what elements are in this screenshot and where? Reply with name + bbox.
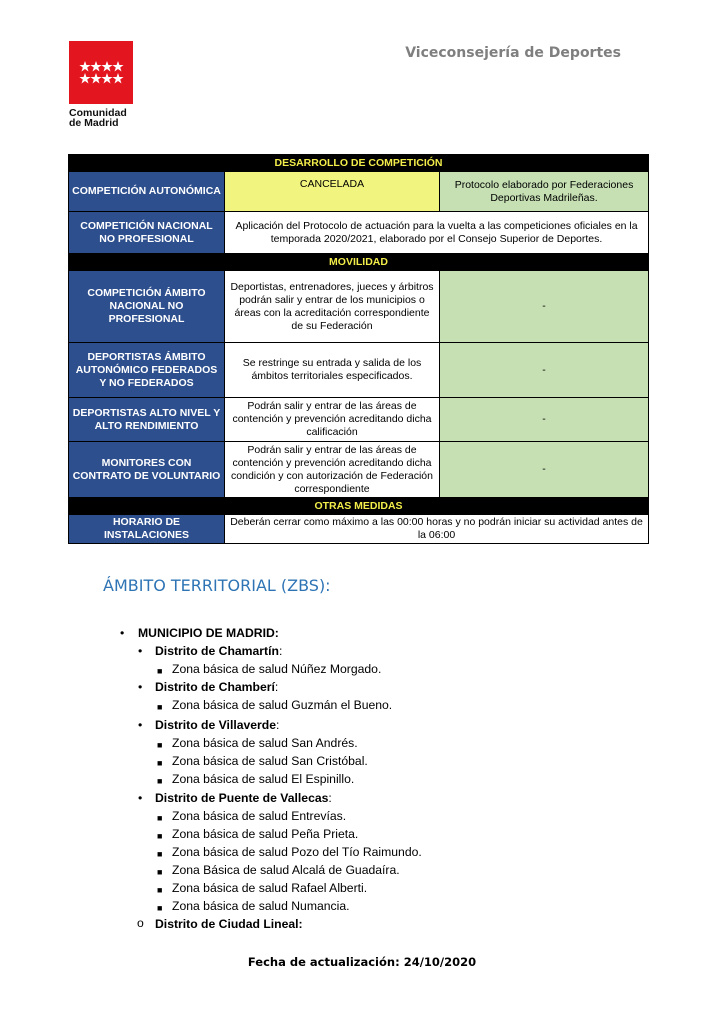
- list-item: [155, 790, 332, 807]
- comunidad-de-madrid-logo: [69, 41, 135, 128]
- measures-table: [68, 154, 649, 544]
- text-cell: Podrán salir y entrar de las áreas de contención y prevención acreditando dicha calificación: [225, 398, 440, 442]
- square-bullet-icon: ■: [157, 849, 163, 859]
- row-label: DEPORTISTAS ÁMBITO AUTONÓMICO FEDERADOS Y NO FEDERADOS: [69, 343, 225, 398]
- header-title: Viceconsejería de Deportes: [405, 45, 621, 61]
- madrid-flag-icon: [69, 41, 133, 104]
- list-item: Zona básica de salud Peña Prieta.: [172, 827, 359, 841]
- square-bullet-icon: ■: [157, 776, 163, 786]
- bullet-icon: •: [120, 626, 125, 640]
- table-row: [69, 172, 649, 212]
- update-date: Fecha de actualización: 24/10/2020: [247, 955, 477, 969]
- list-item: [155, 717, 279, 734]
- bullet-icon: •: [138, 718, 143, 732]
- section-row-otras-medidas: [69, 498, 649, 515]
- square-bullet-icon: ■: [157, 740, 163, 750]
- row-label: HORARIO DE INSTALACIONES: [69, 515, 225, 544]
- colon: :: [276, 718, 280, 732]
- row-label: COMPETICIÓN AUTONÓMICA: [69, 172, 225, 212]
- table-row: [69, 343, 649, 398]
- logo-line1: Comunidad: [69, 107, 127, 119]
- note-cell: -: [440, 442, 649, 498]
- ambito-territorial-heading: ÁMBITO TERRITORIAL (ZBS):: [103, 576, 331, 595]
- bullet-icon: •: [138, 680, 143, 694]
- section-heading: MOVILIDAD: [69, 254, 649, 271]
- district-name: Distrito de Ciudad Lineal:: [155, 917, 303, 931]
- section-row-competicion: [69, 155, 649, 172]
- square-bullet-icon: ■: [157, 813, 163, 823]
- note-cell: -: [440, 271, 649, 343]
- list-item: Zona básica de salud San Andrés.: [172, 736, 358, 750]
- square-bullet-icon: ■: [157, 903, 163, 913]
- colon: :: [328, 791, 332, 805]
- note-cell: -: [440, 343, 649, 398]
- table-row: [69, 271, 649, 343]
- district-name: Distrito de Chamberí: [155, 680, 275, 694]
- table-row: [69, 398, 649, 442]
- square-bullet-icon: ■: [157, 666, 163, 676]
- text-cell: Aplicación del Protocolo de actuación para la vuelta a las competiciones oficiales en la temporada 2020/2021, elaborado por el Consejo Superior de Deportes.: [225, 212, 649, 254]
- colon: :: [278, 644, 283, 658]
- section-heading: OTRAS MEDIDAS: [69, 498, 649, 515]
- list-item: Zona básica de salud Guzmán el Bueno.: [172, 698, 393, 712]
- text-cell: Se restringe su entrada y salida de los ámbitos territoriales especificados.: [225, 343, 440, 398]
- text-cell: Deportistas, entrenadores, jueces y árbitros podrán salir y entrar de los municipios o áreas con la acreditación correspondiente de su Federación: [225, 271, 440, 343]
- list-item: Zona básica de salud Pozo del Tío Raimundo.: [172, 845, 422, 859]
- municipio-heading: MUNICIPIO DE MADRID:: [138, 626, 279, 640]
- table-row: [69, 212, 649, 254]
- square-bullet-icon: ■: [157, 758, 163, 768]
- list-item: Zona básica de salud Numancia.: [172, 899, 350, 913]
- note-cell: Protocolo elaborado por Federaciones Deportivas Madrileñas.: [440, 172, 649, 212]
- row-label: COMPETICIÓN NACIONAL NO PROFESIONAL: [69, 212, 225, 254]
- row-label: MONITORES CON CONTRATO DE VOLUNTARIO: [69, 442, 225, 498]
- district-name: Distrito de Puente de Vallecas: [155, 791, 329, 805]
- list-item: Zona básica de salud Núñez Morgado.: [172, 662, 382, 676]
- status-cell: CANCELADA: [225, 172, 440, 212]
- text-cell: Podrán salir y entrar de las áreas de contención y prevención acreditando dicha condición y con autorización de Federación correspondiente: [225, 442, 440, 498]
- district-name: Distrito de Chamartín: [155, 644, 279, 658]
- note-cell: -: [440, 398, 649, 442]
- square-bullet-icon: ■: [157, 867, 163, 877]
- list-item: Zona Básica de salud Alcalá de Guadaíra.: [172, 863, 400, 877]
- colon: :: [274, 680, 279, 694]
- table-row: [69, 515, 649, 544]
- section-heading: DESARROLLO DE COMPETICIÓN: [69, 155, 649, 172]
- district-name: Distrito de Villaverde: [155, 718, 277, 732]
- row-label: COMPETICIÓN ÁMBITO NACIONAL NO PROFESIONAL: [69, 271, 225, 343]
- square-bullet-icon: ■: [157, 885, 163, 895]
- list-item: Zona básica de salud San Cristóbal.: [172, 754, 368, 768]
- list-item: [155, 643, 282, 660]
- bullet-icon: •: [138, 791, 143, 805]
- bullet-icon: •: [138, 644, 143, 658]
- row-label: DEPORTISTAS ALTO NIVEL Y ALTO RENDIMIENTO: [69, 398, 225, 442]
- table-row: [69, 442, 649, 498]
- text-cell: Deberán cerrar como máximo a las 00:00 horas y no podrán iniciar su actividad antes de la 06:00: [225, 515, 649, 544]
- square-bullet-icon: ■: [157, 702, 163, 712]
- list-item: [155, 679, 278, 696]
- circle-bullet-icon: o: [137, 916, 144, 930]
- logo-line2: de Madrid: [69, 117, 119, 129]
- list-item: Zona básica de salud El Espinillo.: [172, 772, 355, 786]
- list-item: Zona básica de salud Rafael Alberti.: [172, 881, 368, 895]
- square-bullet-icon: ■: [157, 831, 163, 841]
- section-row-movilidad: [69, 254, 649, 271]
- list-item: Zona básica de salud Entrevías.: [172, 809, 347, 823]
